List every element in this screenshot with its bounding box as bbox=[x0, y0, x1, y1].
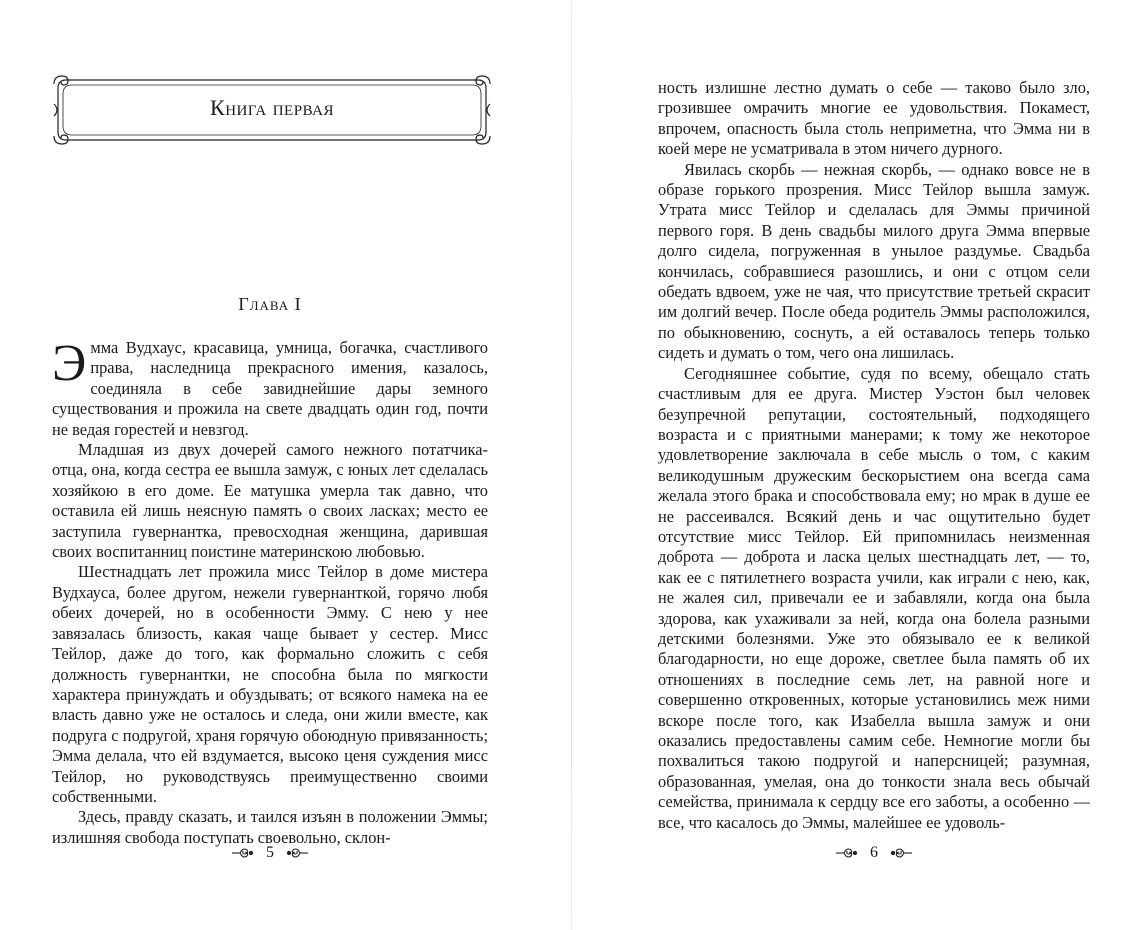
paragraph: Сегодняшнее событие, судя по всему, обещало стать счастливым для ее друга. Мистер Уэстон был человек безупречной репутации, состоятельный, подходящего возраста и с приятными манерами; к тому же некоторое удовлетворение заключала в себе мысль о том, с каким великодушным дружеским бескорыстием она всегда сама желала этого брака и способствовала ему; но мрак в душе ее не рассеивался. Всякий день и час ощутительно будет отсутствие мисс Тейлор. Ей припомнилась неизменная доброта — доброта и ласка целых шестнадцать лет, — то, как ее с пятилетнего возраста учили, как играли с нею, как, не жалея сил, привечали ее и забавляли, когда она была здорова, как ухаживали за ней, когда она болела разными детскими болезнями. Уже это обязывало ее к великой благодарности, но еще дороже, светлее была память об их отношениях в последние семь лет, на равной ноге и совершенно откровенных, которые установились меж ними вскоре после того, как Изабелла вышла замуж и они оказались предоставлены самим себе. Немногие могли бы похвалиться такою подругой и наперсницей; разумная, образованная, умелая, она до тонкости знала весь обычай семейства, принимала к сердцу все его заботы, а особенно — все, что касалось до Эммы, малейшее ее удоволь- bbox=[658, 363, 1090, 832]
right-page-text bbox=[658, 78, 1090, 833]
paragraph: Младшая из двух дочерей самого нежного потатчика-отца, она, когда сестра ее вышла замуж, с юных лет сделалась хозяйкою в его доме. Ее матушка умерла так давно, что оставила ей лишь неясную память о своих ласках; место ее заступила гувернантка, превосходная женщина, дарившая своих воспитанниц поистине материнскою любовью. bbox=[52, 440, 488, 562]
paragraph-text: мма Вудхаус, красавица, умница, богачка, счастливого права, наследница прекрасного имения, казалось, соединяла в себе завиднейшие дары земного существования и прожила на свете двадцать один год, почти не ведая горестей и невзгод. bbox=[52, 338, 488, 439]
paragraph: Здесь, правду сказать, и таился изъян в положении Эммы; излишняя свобода поступать своевольно, склон- bbox=[52, 807, 488, 847]
page-number: 5 bbox=[266, 844, 274, 861]
ornamental-title-frame bbox=[52, 74, 492, 146]
fleuron-right-icon bbox=[888, 846, 914, 860]
paragraph: Шестнадцать лет прожила мисс Тейлор в доме мистера Вудхауса, более другом, нежели гувернанткой, горячо любя обеих дочерей, но в особенности Эмму. С нею у нее завязалась близость, какая чаще бывает у сестер. Мисс Тейлор, даже до того, как формально сложить с себя должность гувернантки, не способна была по мягкости характера принуждать и обуздывать; от всякого намека на ее власть давно уже не осталось и следа, они жили вместе, как подруга с подругой, храня горячую обоюдную привязанность; Эмма делала, что ей вздумается, высоко ценя суждения мисс Тейлор, но руководствуясь преимущественно своими собственными. bbox=[52, 562, 488, 806]
paragraph: Явилась скорбь — нежная скорбь, — однако вовсе не в образе горького прозрения. Мисс Тейлор вышла замуж. Утрата мисс Тейлор и сделалась для Эммы причиной первого горя. В день свадьбы милого друга Эмма впервые долго сидела, погруженная в унылое раздумье. Свадьба кончилась, собравшиеся разошлись, и они с отцом сели обедать вдвоем, уже не чая, что присутствие третьей скрасит им долгий вечер. После обеда родитель Эммы расположился, по обыкновению, соснуть, а ей оставалось теперь только сидеть и думать о том, чего она лишилась. bbox=[658, 159, 1090, 363]
page-number: 6 bbox=[870, 844, 878, 861]
fleuron-left-icon bbox=[230, 846, 256, 860]
page-footer bbox=[658, 843, 1090, 863]
chapter-title: Глава I bbox=[238, 294, 302, 314]
book-title: Книга первая bbox=[210, 95, 334, 120]
right-page bbox=[572, 0, 1146, 930]
fleuron-left-icon bbox=[834, 846, 860, 860]
fleuron-right-icon bbox=[284, 846, 310, 860]
drop-cap: Э bbox=[52, 335, 87, 392]
left-page-text bbox=[52, 335, 488, 848]
left-page bbox=[0, 0, 571, 930]
paragraph: ность излишне лестно думать о себе — таково было зло, грозившее омрачить многие ее удовольствия. Покамест, впрочем, опасность была столь неприметна, что Эмма ни в коей мере не усматривала в этом ничего дурного. bbox=[658, 78, 1090, 159]
page-footer bbox=[52, 843, 488, 863]
paragraph bbox=[52, 335, 488, 440]
